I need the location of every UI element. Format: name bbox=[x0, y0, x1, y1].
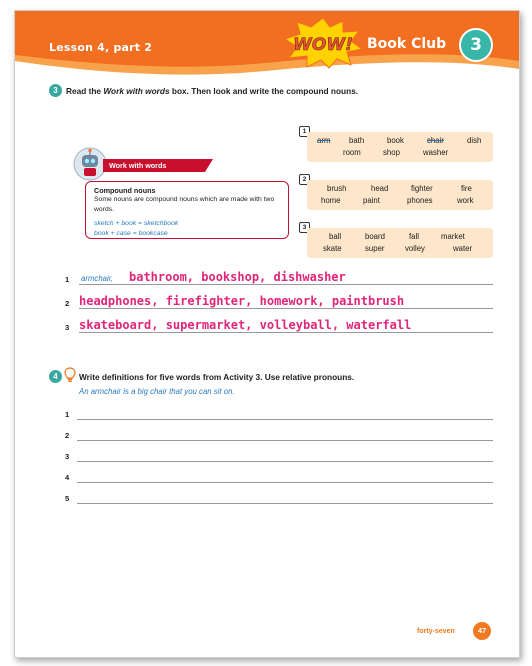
wow-logo bbox=[283, 17, 363, 69]
word-group-3 bbox=[307, 228, 493, 258]
word: ball bbox=[329, 232, 342, 241]
lightbulb-icon bbox=[64, 367, 76, 383]
svg-text:WOW!: WOW! bbox=[293, 35, 353, 55]
word: brush bbox=[327, 184, 347, 193]
answer-3-number: 3 bbox=[65, 323, 70, 332]
answer-2-number: 2 bbox=[65, 299, 70, 308]
work-box-example-1: sketch + book = sketchbook bbox=[94, 220, 179, 227]
workbook-page bbox=[14, 10, 520, 658]
definition-3-number: 3 bbox=[65, 452, 70, 461]
answer-2-text[interactable]: headphones, firefighter, homework, paintbrush bbox=[79, 294, 405, 308]
answer-1-example: armchair, bbox=[81, 274, 114, 283]
definition-4-number: 4 bbox=[65, 473, 70, 482]
lesson-label: Lesson 4, part 2 bbox=[49, 41, 153, 54]
word-crossed-out: arm bbox=[317, 136, 331, 145]
definition-5-number: 5 bbox=[65, 494, 70, 503]
definition-4-line[interactable] bbox=[77, 482, 493, 483]
group-2-number: 2 bbox=[299, 174, 310, 185]
page-word: forty-seven bbox=[417, 628, 455, 635]
definition-2-line[interactable] bbox=[77, 440, 493, 441]
word: head bbox=[371, 184, 389, 193]
word: skate bbox=[323, 244, 342, 253]
word: home bbox=[321, 196, 341, 205]
answer-1-text[interactable]: bathroom, bookshop, dishwasher bbox=[129, 270, 346, 284]
answer-1-line bbox=[79, 284, 493, 285]
section-title: Book Club bbox=[367, 36, 447, 52]
word: shop bbox=[383, 148, 400, 157]
work-box-text: Some nouns are compound nouns which are made with two words. bbox=[94, 196, 275, 213]
word: super bbox=[365, 244, 385, 253]
word: room bbox=[343, 148, 361, 157]
word: market bbox=[441, 232, 465, 241]
work-box-example-2: book + case = bookcase bbox=[94, 230, 168, 237]
robot-icon bbox=[73, 147, 107, 181]
word-group-2 bbox=[307, 180, 493, 210]
answer-3-text[interactable]: skateboard, supermarket, volleyball, waterfall bbox=[79, 318, 412, 332]
unit-badge: 3 bbox=[459, 28, 493, 62]
word-crossed-out: chair bbox=[427, 136, 444, 145]
answer-3-line bbox=[79, 332, 493, 333]
word: fire bbox=[461, 184, 472, 193]
word: phones bbox=[407, 196, 433, 205]
word: bath bbox=[349, 136, 365, 145]
group-1-number: 1 bbox=[299, 126, 310, 137]
word: water bbox=[453, 244, 473, 253]
activity-4-instruction: Write definitions for five words from Activity 3. Use relative pronouns. bbox=[79, 372, 355, 382]
answer-2-line bbox=[79, 308, 493, 309]
work-with-words-tab: Work with words bbox=[103, 159, 205, 172]
activity-4-number: 4 bbox=[49, 370, 62, 383]
work-box-heading: Compound nouns bbox=[94, 186, 156, 195]
activity-4-example: An armchair is a big chair that you can sit on. bbox=[79, 387, 235, 396]
activity-3-number: 3 bbox=[49, 84, 62, 97]
word-group-1 bbox=[307, 132, 493, 162]
definition-3-line[interactable] bbox=[77, 461, 493, 462]
word: board bbox=[365, 232, 385, 241]
definition-1-line[interactable] bbox=[77, 419, 493, 420]
definition-5-line[interactable] bbox=[77, 503, 493, 504]
word: book bbox=[387, 136, 404, 145]
work-with-words-box bbox=[85, 181, 289, 239]
definition-1-number: 1 bbox=[65, 410, 70, 419]
page-number: 47 bbox=[473, 622, 491, 640]
word: washer bbox=[423, 148, 449, 157]
group-3-number: 3 bbox=[299, 222, 310, 233]
answer-1-number: 1 bbox=[65, 275, 70, 284]
word: fall bbox=[409, 232, 419, 241]
activity-3-instruction: Read the Work with words box. Then look and write the compound nouns. bbox=[66, 86, 359, 96]
word: dish bbox=[467, 136, 482, 145]
word: work bbox=[457, 196, 474, 205]
word: paint bbox=[363, 196, 380, 205]
word: volley bbox=[405, 244, 425, 253]
word: fighter bbox=[411, 184, 433, 193]
definition-2-number: 2 bbox=[65, 431, 70, 440]
